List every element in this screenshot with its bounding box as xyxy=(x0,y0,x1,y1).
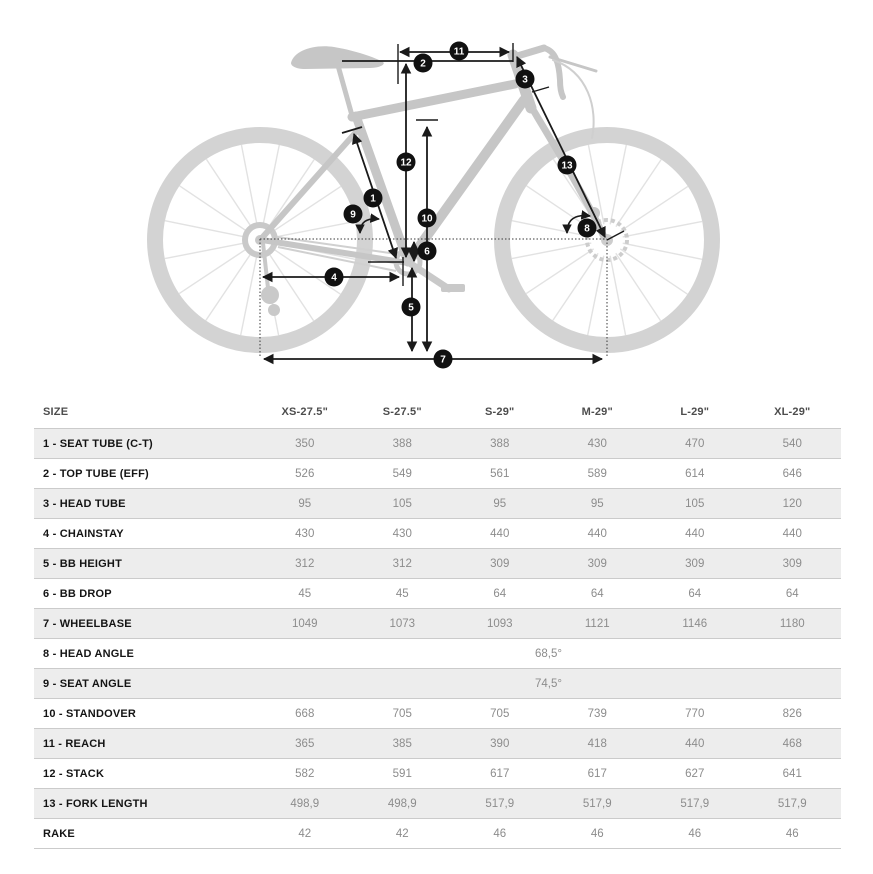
row-label: 10 - STANDOVER xyxy=(34,699,256,729)
cell-value: 1121 xyxy=(549,609,647,639)
row-label: 8 - HEAD ANGLE xyxy=(34,639,256,669)
marker-9-number: 9 xyxy=(350,209,356,221)
cell-value: 1049 xyxy=(256,609,354,639)
marker-13-number: 13 xyxy=(561,160,573,172)
cell-value: 95 xyxy=(451,489,549,519)
saddle xyxy=(291,46,384,69)
header-xl-29: XL-29" xyxy=(774,406,811,418)
row-label: 7 - WHEELBASE xyxy=(34,609,256,639)
cell-value: 430 xyxy=(549,429,647,459)
cell-value: 430 xyxy=(256,519,354,549)
table-row-head-angle xyxy=(34,639,841,669)
cell-value: 627 xyxy=(646,759,744,789)
stem xyxy=(514,48,544,57)
row-label: 6 - BB DROP xyxy=(34,579,256,609)
cell-value: 309 xyxy=(744,549,842,579)
cell-value: 705 xyxy=(354,699,452,729)
top-tube xyxy=(352,84,515,117)
cell-value-span: 68,5° xyxy=(256,639,841,669)
dimension-arrows xyxy=(263,43,624,359)
cell-value: 582 xyxy=(256,759,354,789)
cell-value: 440 xyxy=(646,519,744,549)
cell-value: 42 xyxy=(354,819,452,849)
cell-value: 365 xyxy=(256,729,354,759)
cell-value: 64 xyxy=(646,579,744,609)
row-label: 12 - STACK xyxy=(34,759,256,789)
cell-value: 105 xyxy=(646,489,744,519)
cell-value: 45 xyxy=(256,579,354,609)
cell-value: 517,9 xyxy=(646,789,744,819)
cell-value: 540 xyxy=(744,429,842,459)
marker-5-number: 5 xyxy=(408,302,414,314)
marker-6-number: 6 xyxy=(424,246,430,258)
cell-value: 517,9 xyxy=(451,789,549,819)
marker-5 xyxy=(402,298,421,317)
marker-1-number: 1 xyxy=(370,193,376,205)
cell-value: 617 xyxy=(549,759,647,789)
marker-12 xyxy=(397,153,416,172)
cell-value: 470 xyxy=(646,429,744,459)
seat-post xyxy=(337,62,353,119)
cell-value: 770 xyxy=(646,699,744,729)
fork-crown-tick xyxy=(532,87,549,92)
cell-value: 646 xyxy=(744,459,842,489)
marker-8-number: 8 xyxy=(584,223,590,235)
header-xs-275: XS-27.5" xyxy=(281,406,329,418)
cell-value: 498,9 xyxy=(354,789,452,819)
table-row-bb-height xyxy=(34,549,841,579)
cell-value: 668 xyxy=(256,699,354,729)
bike-illustration xyxy=(155,46,712,345)
pedal xyxy=(441,284,465,292)
cell-value: 617 xyxy=(451,759,549,789)
marker-2-number: 2 xyxy=(420,58,426,70)
cell-value: 1073 xyxy=(354,609,452,639)
header-l-29: L-29" xyxy=(680,406,710,418)
cell-value: 826 xyxy=(744,699,842,729)
rear-derailleur-pulley xyxy=(268,304,280,316)
cell-value: 309 xyxy=(549,549,647,579)
table-row-rake xyxy=(34,819,841,849)
header-m-29: M-29" xyxy=(581,406,613,418)
cell-value: 46 xyxy=(744,819,842,849)
cell-value: 1180 xyxy=(744,609,842,639)
cell-value: 45 xyxy=(354,579,452,609)
cell-value: 705 xyxy=(451,699,549,729)
cell-value: 42 xyxy=(256,819,354,849)
cell-value: 549 xyxy=(354,459,452,489)
cell-value: 589 xyxy=(549,459,647,489)
cell-value: 46 xyxy=(451,819,549,849)
marker-4 xyxy=(325,268,344,287)
table-row-bb-drop xyxy=(34,579,841,609)
cell-value: 440 xyxy=(646,729,744,759)
cell-value: 64 xyxy=(744,579,842,609)
handlebar xyxy=(544,48,563,97)
cell-value: 105 xyxy=(354,489,452,519)
cell-value: 430 xyxy=(354,519,452,549)
marker-3 xyxy=(516,70,535,89)
cell-value: 388 xyxy=(451,429,549,459)
cell-value: 1146 xyxy=(646,609,744,639)
cell-value: 95 xyxy=(256,489,354,519)
cell-value: 614 xyxy=(646,459,744,489)
cell-value: 309 xyxy=(646,549,744,579)
cell-value: 385 xyxy=(354,729,452,759)
cell-value: 64 xyxy=(451,579,549,609)
marker-2 xyxy=(414,54,433,73)
marker-1 xyxy=(364,189,383,208)
header-row xyxy=(34,396,841,429)
row-label: 5 - BB HEIGHT xyxy=(34,549,256,579)
cell-value: 95 xyxy=(549,489,647,519)
cell-value: 440 xyxy=(549,519,647,549)
table-row-seat-tube xyxy=(34,429,841,459)
geometry-table xyxy=(34,396,841,849)
table-row-stack xyxy=(34,759,841,789)
marker-7-number: 7 xyxy=(440,354,446,366)
marker-11 xyxy=(450,42,469,61)
cell-value: 517,9 xyxy=(744,789,842,819)
cell-value: 312 xyxy=(256,549,354,579)
header-size: SIZE xyxy=(43,406,69,418)
cell-value: 526 xyxy=(256,459,354,489)
cell-value: 468 xyxy=(744,729,842,759)
cell-value: 517,9 xyxy=(549,789,647,819)
cell-value: 309 xyxy=(451,549,549,579)
cell-value-span: 74,5° xyxy=(256,669,841,699)
marker-10-number: 10 xyxy=(421,213,433,225)
marker-4-number: 4 xyxy=(331,272,337,284)
table-row-reach xyxy=(34,729,841,759)
cell-value: 46 xyxy=(549,819,647,849)
table-row-chainstay xyxy=(34,519,841,549)
marker-7 xyxy=(434,350,453,369)
table-row-seat-angle xyxy=(34,669,841,699)
cell-value: 120 xyxy=(744,489,842,519)
table-row-wheelbase xyxy=(34,609,841,639)
row-label: 13 - FORK LENGTH xyxy=(34,789,256,819)
table-row-fork-length xyxy=(34,789,841,819)
cell-value: 418 xyxy=(549,729,647,759)
cell-value: 561 xyxy=(451,459,549,489)
row-label: 11 - REACH xyxy=(34,729,256,759)
cell-value: 46 xyxy=(646,819,744,849)
cell-value: 350 xyxy=(256,429,354,459)
cell-value: 388 xyxy=(354,429,452,459)
cell-value: 1093 xyxy=(451,609,549,639)
rear-derailleur-body xyxy=(261,286,279,304)
header-s-275: S-27.5" xyxy=(382,406,422,418)
row-label: 4 - CHAINSTAY xyxy=(34,519,256,549)
cell-value: 498,9 xyxy=(256,789,354,819)
row-label: RAKE xyxy=(34,819,256,849)
cell-value: 440 xyxy=(744,519,842,549)
row-label: 3 - HEAD TUBE xyxy=(34,489,256,519)
cell-value: 64 xyxy=(549,579,647,609)
cell-value: 390 xyxy=(451,729,549,759)
marker-13 xyxy=(558,156,577,175)
table-header xyxy=(34,396,841,429)
cell-value: 739 xyxy=(549,699,647,729)
bike-geometry-diagram xyxy=(0,0,873,392)
cell-value: 641 xyxy=(744,759,842,789)
table-row-standover xyxy=(34,699,841,729)
cell-value: 312 xyxy=(354,549,452,579)
marker-3-number: 3 xyxy=(522,74,528,86)
table-row-top-tube xyxy=(34,459,841,489)
header-s-29: S-29" xyxy=(485,406,515,418)
marker-6 xyxy=(418,242,437,261)
marker-11-number: 11 xyxy=(453,46,465,58)
marker-9 xyxy=(344,205,363,224)
row-label: 1 - SEAT TUBE (C-T) xyxy=(34,429,256,459)
marker-10 xyxy=(418,209,437,228)
row-label: 9 - SEAT ANGLE xyxy=(34,669,256,699)
cell-value: 591 xyxy=(354,759,452,789)
row-label: 2 - TOP TUBE (EFF) xyxy=(34,459,256,489)
cell-value: 440 xyxy=(451,519,549,549)
table-row-head-tube xyxy=(34,489,841,519)
marker-12-number: 12 xyxy=(400,157,412,169)
marker-8 xyxy=(578,219,597,238)
